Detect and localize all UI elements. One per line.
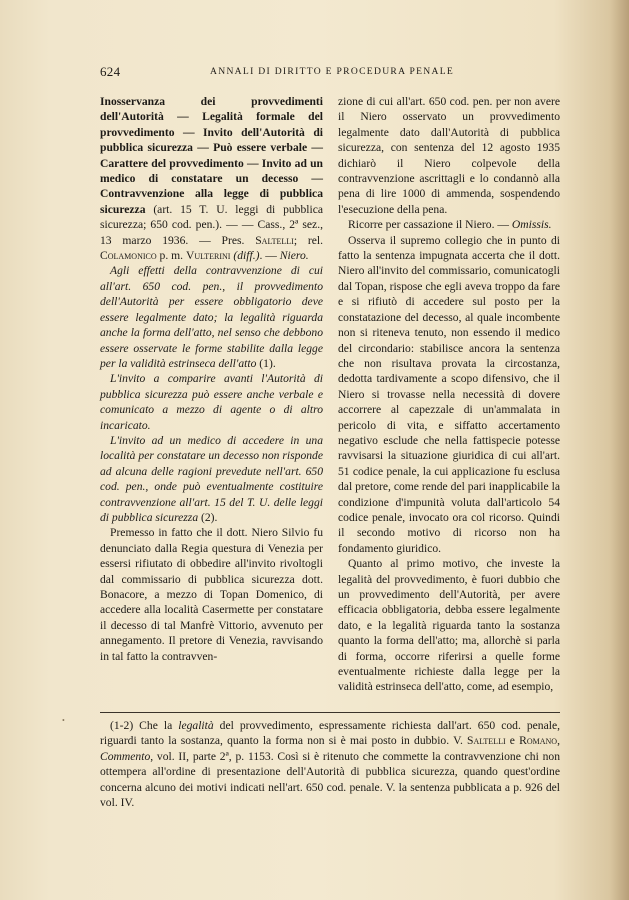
case-summary: [100, 94, 323, 263]
maxim-2: L'invito a comparire avanti l'Autorità di pubblica sicurezza può essere anche verbale e comunicato a mezzo di agente o di altro incaricato.: [100, 372, 323, 432]
facts-paragraph: Premesso in fatto che il dott. Niero Silvio fu denunciato dalla Regia questura di Venezia per essersi rifiutato di obbedire all'invito rivoltogli dal commissario di pubblica sicurezza dott. Bonacore, a mezzo di Topan Domenico, di accedere alla località Casermette per constatare il decesso di tal Manfrè Vittorio, avvenuto per annegamento. Il pretore di Venezia, ravvisando in tal fatto la contravven-: [100, 526, 323, 663]
omissis: Omissis.: [511, 218, 552, 232]
fn-part1: (1-2) Che la: [110, 719, 179, 732]
left-column: [100, 94, 323, 664]
judgment-paragraph-2: [338, 217, 560, 232]
bullet-mark: •: [62, 716, 65, 725]
defendant-sep: . —: [259, 249, 277, 263]
fn-work: Commento: [100, 749, 151, 763]
fn-author2: Romano: [519, 734, 558, 748]
page-number: 624: [100, 64, 121, 79]
fn-part3: , vol. II, parte 2ª, p. 1153. Così si è ritenuto che commette la contravvenzione chi non ottempera all'ordine di presentazione dell'Autorità di pubblica sicurezza, quando quest'ordine concerna alcuno dei motivi indicati nell'art. 650 cod. penale. V. la sentenza pubblicata a p. 926 del vol. IV.: [100, 749, 560, 810]
maxim-3: [100, 433, 323, 525]
footnote-text: [100, 718, 560, 810]
judgment-paragraph-4: Quanto al primo motivo, che investe la legalità del provvedimento, è fuori dubbio che un provvedimento dell'Autorità, per avere efficacia obbligatoria, debba essere legalmente dato, e la legalità riguarda tanto la sostanza quanto la forma dell'atto; ma, allorchè si parla di forma, occorre riferirsi a quelle forme eventualmente richieste dalla legge per la validità estrinseca dell'atto, come, ad esempio,: [338, 557, 560, 694]
appeal-text: Ricorre per cassazione il Niero. —: [348, 218, 509, 232]
fn-comma: ,: [557, 734, 560, 748]
running-head: ANNALI DI DIRITTO E PROCEDURA PENALE: [210, 66, 455, 77]
fn-legalita: legalità: [178, 719, 214, 732]
president-name: Saltelli: [255, 233, 294, 247]
fn-part2: del provvedimento, espressamente richiesta dall'art. 650 cod. penale, riguardi tanto la sostanza, quanto la forma non si è mai posto in dubbio. V.: [100, 719, 560, 748]
summary-citation: (art. 15 T. U. leggi di pubblica sicurezza; 650 cod. pen.). — — Cass., 2ª sez., 13 marzo 1936. — Pres.: [100, 202, 323, 247]
rapporteur-prefix: ; rel.: [293, 233, 323, 247]
maxim-3-note: (2).: [198, 510, 218, 524]
maxim-1-text: Agli effetti della contravvenzione di cui all'art. 650 cod. pen., il provvedimento dell'Autorità per essere obbligatorio deve essere legalmente dato; la legalità riguarda anche la forma dell'atto, nel senso che debbono essere osservate le forme stabilite dalla legge per la validità estrinseca dell'atto: [100, 264, 323, 370]
defendant-name: Niero.: [279, 249, 309, 263]
diff-note: (diff.): [233, 249, 260, 263]
right-column: [338, 94, 560, 695]
pm-prefix: p. m.: [159, 249, 184, 263]
maxim-1-note: (1).: [256, 356, 276, 370]
maxim-1: [100, 263, 323, 371]
fn-and: e: [505, 734, 520, 748]
footnote-rule: [100, 712, 560, 713]
pm-name: Vulterini: [185, 249, 231, 263]
judgment-paragraph-1: zione di cui all'art. 650 cod. pen. per non avere il Niero osservato un provvedimento legalmente dato dall'Autorità di pubblica sicurezza, con sentenza del 12 agosto 1935 dichiarò il Niero colpevole della contravvenzione ascrittagli e lo condannò alla pena di lire 1000 di ammenda, sospendendo l'esecuzione della pena.: [338, 95, 560, 216]
rapporteur-name: Colamonico: [100, 249, 157, 263]
judgment-paragraph-3: Osserva il supremo collegio che in punto di fatto la sentenza impugnata accerta che il dott. Niero all'invito del commissario, comunicatogli dal Topan, rispose che egli aveva troppo da fare e si rifiutò di accedere sul posto per la constatazione del decesso, al quale incombente non si riteneva tenuto, non essendo il medico del circondario: stabilisce ancora la sentenza che non risultava provata la circostanza, dedotta tardivamente a scopo difensivo, che il Niero si trovasse nella necessità di dovere accorrere al capezzale di un'ammalata in pericolo di vita, e siffatto accertamento negativo esclude che nella fattispecie potesse ravvisarsi la situazione giuridica di cui all'art. 51 codice penale, la cui applicazione fu esclusa dal pretore, come rende del pari inapplicabile la condizione d'impunità voluta dall'articolo 54 codice penale, invocato ora col ricorso. Quindi il secondo motivo di ricorso non ha fondamento giuridico.: [338, 233, 560, 555]
fn-author1: Saltelli: [467, 734, 506, 748]
summary-keywords: Inosservanza dei provvedimenti dell'Autorità — Legalità formale del provvedimento — Invito dell'Autorità di pubblica sicurezza — Può essere verbale — Carattere del provvedimento — Invito ad un medico di constatare un decesso — Contravvenzione alla legge di pubblica sicurezza: [100, 95, 323, 216]
maxim-3-text: L'invito ad un medico di accedere in una località per constatare un decesso non risponde ad alcuna delle ragioni prevedute nell'art. 650 cod. pen., onde può eventualmente costituire contravvenzione all'art. 15 del T. U. delle leggi di pubblica sicurezza: [100, 433, 323, 524]
footnote: [100, 718, 560, 810]
